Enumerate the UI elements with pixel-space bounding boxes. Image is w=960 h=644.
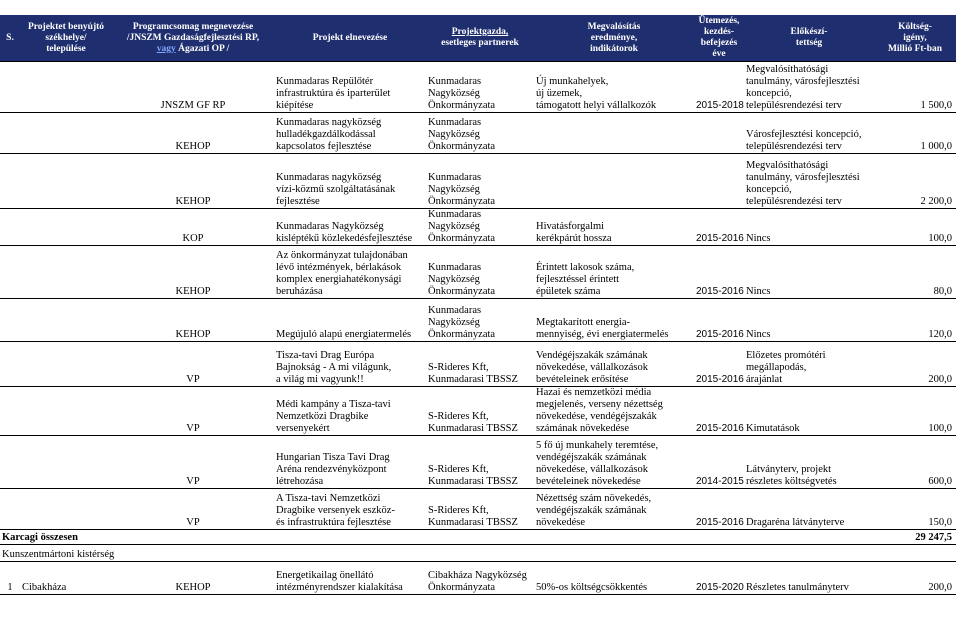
document-title-bar: [0, 0, 960, 15]
row-cost-line: 1 000,0: [920, 141, 952, 152]
row-prep: [744, 113, 874, 154]
header-program-line: Programcsomag megnevezése: [132, 21, 254, 32]
row-program-line: VP: [186, 374, 200, 385]
row-project-name-line: Tisza-tavi Drag Európa: [276, 350, 375, 361]
row-result-line: megjelenés, verseny nézettség: [536, 399, 663, 410]
row-partner: [426, 436, 534, 489]
row-cost: [874, 342, 956, 387]
row-program: [112, 299, 274, 342]
table-row: [0, 342, 956, 387]
row-result-line: vendégéjszakák számának: [536, 452, 647, 463]
row-cost-line: 150,0: [928, 517, 952, 528]
row-project-name-line: versenyekért: [276, 423, 330, 434]
header-schedule: [694, 15, 744, 62]
table-row: [0, 489, 956, 530]
row-partner-line: Önkormányzata: [428, 286, 496, 297]
row-project-name-line: Médi kampány a Tisza-tavi: [276, 399, 391, 410]
row-s: [0, 246, 20, 299]
row-program-line: VP: [186, 517, 200, 528]
row-project-name-line: vízi-közmű szolgáltatásának: [276, 184, 396, 195]
row-result-line: 5 fő új munkahely teremtése,: [536, 440, 659, 451]
table-row: [0, 154, 956, 209]
row-result: [534, 209, 694, 246]
row-cost: [874, 246, 956, 299]
row-project-name-line: Megújuló alapú energiatermelés: [276, 329, 412, 340]
row-project-name: [274, 387, 426, 436]
row-cost: [874, 489, 956, 530]
row-owner: [20, 62, 112, 113]
row-owner: [20, 562, 112, 595]
row-prep-line: Megvalósíthatósági: [746, 160, 829, 171]
row-project-name-line: lévő intézmények, bérlakások: [276, 262, 402, 273]
row-result: [534, 342, 694, 387]
row-result-line: új üzemek,: [536, 88, 583, 99]
row-s: [0, 154, 20, 209]
row-cost-line: 200,0: [928, 374, 952, 385]
row-partner: [426, 62, 534, 113]
row-s: [0, 209, 20, 246]
row-schedule: [694, 246, 744, 299]
row-program-line: KEHOP: [175, 196, 211, 207]
row-result-line: növekedése, vállalkozások: [536, 362, 648, 373]
row-s: [0, 562, 20, 595]
row-program-line: KOP: [182, 233, 204, 244]
row-prep-line: Előzetes promótéri: [746, 350, 826, 361]
row-result: [534, 113, 694, 154]
summary-total: 29 247,5: [874, 530, 956, 545]
row-prep-line: koncepció,: [746, 184, 792, 195]
row-result-line: Vendégéjszakák számának: [536, 350, 648, 361]
row-partner-line: Kunmadaras: [428, 209, 482, 220]
header-result-line: Megvalósítás: [587, 21, 641, 32]
row-project-name-line: Az önkormányzat tulajdonában: [276, 250, 408, 261]
row-result-line: növekedése, vállalkozások: [536, 464, 648, 475]
row-result: [534, 154, 694, 209]
row-project-name: [274, 436, 426, 489]
row-program-line: KEHOP: [175, 286, 211, 297]
row-schedule: [694, 562, 744, 595]
row-partner-line: Kunmadaras: [428, 172, 482, 183]
row-partner-line: Cibakháza Nagyközség: [428, 570, 527, 581]
row-cost-line: 80,0: [933, 286, 952, 297]
row-result-line: vendégéjszakák számának: [536, 505, 647, 516]
row-project-name-line: beruházása: [276, 286, 323, 297]
row-partner-line: Kunmadaras: [428, 76, 482, 87]
header-s: [0, 15, 20, 62]
row-result-line: mennyiség, évi energiatermelés: [536, 329, 669, 340]
table-row: [0, 246, 956, 299]
row-project-name-line: hulladékgazdálkodással: [276, 129, 376, 140]
row-partner-line: Nagyközség: [428, 221, 480, 232]
row-project-name: [274, 562, 426, 595]
row-project-name: [274, 154, 426, 209]
row-project-name-line: Nemzetközi Dragbike: [276, 411, 369, 422]
header-partner-line: esetleges partnerek: [441, 38, 519, 48]
row-schedule: [694, 387, 744, 436]
row-cost: [874, 113, 956, 154]
table-row: [0, 62, 956, 113]
row-program-line: KEHOP: [175, 141, 211, 152]
row-partner-line: Önkormányzata: [428, 141, 496, 152]
header-schedule-line: befejezés: [700, 38, 738, 48]
row-project-name-line: Kunmadaras Nagyközség: [276, 221, 384, 232]
row-s: [0, 299, 20, 342]
row-s: [0, 62, 20, 113]
row-result-line: Hivatásforgalmi: [536, 221, 605, 232]
header-cost-line: Költség-: [898, 21, 932, 32]
row-schedule: [694, 489, 744, 530]
row-project-name-line: kiépítése: [276, 100, 314, 111]
row-owner: [20, 154, 112, 209]
header-result-line: indikátorok: [590, 43, 638, 54]
row-owner: [20, 387, 112, 436]
row-prep-line: koncepció,: [746, 88, 792, 99]
page-footer: [0, 628, 960, 642]
row-owner-line: Cibakháza: [22, 582, 67, 593]
row-project-name-line: a világ mi vagyunk!!: [276, 374, 364, 385]
row-project-name-line: infrastruktúra és iparterület: [276, 88, 391, 99]
row-prep-line: Részletes tanulmányterv: [746, 582, 849, 593]
header-schedule-line: éve: [712, 49, 726, 59]
row-partner-line: Önkormányzata: [428, 100, 496, 111]
header-owner-line: Projektet benyújtó: [27, 21, 105, 32]
row-program: [112, 436, 274, 489]
row-project-name-line: és infrastruktúra fejlesztése: [276, 517, 391, 528]
row-project-name-line: fejlesztése: [276, 196, 320, 207]
row-owner: [20, 342, 112, 387]
row-prep-line: Városfejlesztési koncepció,: [746, 129, 862, 140]
row-schedule-line: 2015-2016: [696, 374, 744, 385]
row-schedule-line: 2015-2020: [696, 582, 744, 593]
row-prep: [744, 562, 874, 595]
row-result-line: fejlesztéssel érintett: [536, 274, 620, 285]
table-row: [0, 387, 956, 436]
row-project-name-line: Kunmadaras nagyközség: [276, 117, 382, 128]
row-partner-line: Nagyközség: [428, 184, 480, 195]
row-prep-line: tanulmány, városfejlesztési: [746, 172, 860, 183]
row-program: [112, 387, 274, 436]
row-schedule-line: 2015-2016: [696, 286, 744, 297]
row-owner: [20, 209, 112, 246]
row-project-name: [274, 246, 426, 299]
row-program-line: VP: [186, 423, 200, 434]
row-program: [112, 209, 274, 246]
row-s: [0, 387, 20, 436]
row-partner-line: Önkormányzata: [428, 582, 496, 593]
header-owner-line: települése: [46, 43, 86, 54]
row-prep-line: Megvalósíthatósági: [746, 64, 829, 75]
row-prep-line: megállapodás,: [746, 362, 807, 373]
row-project-name-line: Energetikailag önellátó: [276, 570, 374, 581]
table-row: [0, 436, 956, 489]
header-result-line: eredménye,: [590, 32, 638, 43]
row-partner: [426, 246, 534, 299]
row-partner-line: Önkormányzata: [428, 329, 496, 340]
row-partner-line: Kunmadarasi TBSSZ: [428, 476, 518, 487]
row-partner-line: S-Rideres Kft,: [428, 411, 489, 422]
row-program: [112, 113, 274, 154]
row-result-line: számának növekedése: [536, 423, 629, 434]
header-schedule-line: kezdés-: [703, 27, 735, 37]
table-row: [0, 299, 956, 342]
row-s: [0, 489, 20, 530]
row-prep: [744, 246, 874, 299]
row-result-line: Hazai és nemzetközi média: [536, 387, 652, 398]
row-s: [0, 342, 20, 387]
row-cost: [874, 562, 956, 595]
row-project-name-line: Bajnokság - A mi világunk,: [276, 362, 392, 373]
row-result-line: bevételeinek növekedése: [536, 476, 641, 487]
row-cost-line: 2 200,0: [920, 196, 952, 207]
section-label: Kunszentmártoni kistérség: [0, 545, 956, 562]
row-schedule-line: 2015-2016: [696, 517, 744, 528]
row-partner: [426, 342, 534, 387]
row-result: [534, 436, 694, 489]
row-prep-line: Dragaréna látványterve: [746, 517, 845, 528]
row-prep: [744, 342, 874, 387]
header-partner-line: Projektgazda,: [451, 27, 509, 37]
row-partner-line: S-Rideres Kft,: [428, 505, 489, 516]
row-prep: [744, 387, 874, 436]
row-project-name-line: intézményrendszer kialakítása: [276, 582, 403, 593]
row-project-name-line: Dragbike versenyek eszköz-: [276, 505, 395, 516]
row-result-line: 50%-os költségcsökkentés: [536, 582, 648, 593]
row-partner-line: S-Rideres Kft,: [428, 464, 489, 475]
row-partner-line: Nagyközség: [428, 129, 480, 140]
row-s: [0, 436, 20, 489]
row-program: [112, 489, 274, 530]
header-program-vagy-link[interactable]: vagy: [156, 43, 176, 54]
row-cost-line: 100,0: [928, 423, 952, 434]
row-prep-line: Nincs: [746, 286, 771, 297]
header-program-line: vagy Ágazati OP /: [156, 43, 230, 54]
header-s-line: S.: [6, 32, 14, 43]
row-program: [112, 342, 274, 387]
row-result-line: növekedése, vendégéjszakák: [536, 411, 657, 422]
row-partner-line: Kunmadarasi TBSSZ: [428, 517, 518, 528]
row-partner-line: Önkormányzata: [428, 196, 496, 207]
row-partner-line: Kunmadaras: [428, 117, 482, 128]
row-schedule-line: 2015-2016: [696, 233, 744, 244]
row-partner-line: Nagyközség: [428, 317, 480, 328]
row-project-name: [274, 299, 426, 342]
row-prep: [744, 209, 874, 246]
row-cost: [874, 387, 956, 436]
header-prep-line: Előkészí-: [790, 27, 828, 37]
row-project-name-line: kapcsolatos fejlesztése: [276, 141, 372, 152]
row-cost: [874, 299, 956, 342]
header-name-line: Projekt elnevezése: [312, 32, 388, 43]
header-cost-line: Millió Ft-ban: [887, 43, 943, 54]
header-name: [274, 15, 426, 62]
row-schedule: [694, 62, 744, 113]
row-result-line: növekedése: [536, 517, 585, 528]
row-partner: [426, 154, 534, 209]
row-schedule-line: 2015-2018: [696, 100, 744, 111]
row-owner: [20, 436, 112, 489]
row-program: [112, 62, 274, 113]
row-cost-line: 200,0: [928, 582, 952, 593]
row-prep: [744, 436, 874, 489]
row-cost: [874, 62, 956, 113]
row-program: [112, 154, 274, 209]
row-project-name-line: Aréna rendezvényközpont: [276, 464, 387, 475]
row-result: [534, 62, 694, 113]
row-schedule: [694, 154, 744, 209]
row-schedule-line: 2014-2015: [696, 476, 744, 487]
section-row: [0, 545, 956, 562]
row-project-name: [274, 62, 426, 113]
table-row: [0, 113, 956, 154]
header-cost: [874, 15, 956, 62]
header-row: [0, 15, 956, 62]
summary-row: [0, 530, 956, 545]
row-partner-line: Kunmadaras: [428, 305, 482, 316]
header-result: [534, 15, 694, 62]
row-program: [112, 562, 274, 595]
row-prep-line: településrendezési terv: [746, 100, 842, 111]
header-program-line: /JNSZM Gazdaságfejlesztési RP,: [126, 32, 260, 43]
row-cost-line: 600,0: [928, 476, 952, 487]
row-partner: [426, 387, 534, 436]
row-partner-line: S-Rideres Kft,: [428, 362, 489, 373]
table-row: [0, 562, 956, 595]
row-prep-line: árajánlat: [746, 374, 783, 385]
row-cost-line: 1 500,0: [920, 100, 952, 111]
summary-label: Karcagi összesen: [0, 530, 874, 545]
row-project-name: [274, 113, 426, 154]
row-prep-line: Látványterv, projekt: [746, 464, 832, 475]
row-partner-line: Nagyközség: [428, 88, 480, 99]
row-partner-line: Kunmadarasi TBSSZ: [428, 423, 518, 434]
row-project-name-line: létrehozása: [276, 476, 324, 487]
row-prep-line: Nincs: [746, 233, 771, 244]
row-partner-line: Önkormányzata: [428, 233, 496, 244]
header-prep: [744, 15, 874, 62]
row-cost: [874, 154, 956, 209]
header-owner-line: székhelye/: [45, 32, 87, 43]
row-s: [0, 113, 20, 154]
row-schedule: [694, 113, 744, 154]
row-schedule: [694, 342, 744, 387]
header-schedule-line: Ütemezés,: [698, 16, 740, 26]
row-prep-line: Nincs: [746, 329, 771, 340]
row-project-name-line: kisléptékű közlekedésfejlesztése: [276, 233, 413, 244]
row-partner: [426, 489, 534, 530]
row-project-name: [274, 342, 426, 387]
row-result-line: Érintett lakosok száma,: [536, 262, 635, 273]
row-result-line: épületek száma: [536, 286, 601, 297]
row-result: [534, 562, 694, 595]
row-cost-line: 100,0: [928, 233, 952, 244]
row-prep-line: településrendezési terv: [746, 196, 842, 207]
row-schedule-line: 2015-2016: [696, 329, 744, 340]
row-partner: [426, 209, 534, 246]
row-cost: [874, 436, 956, 489]
row-partner: [426, 299, 534, 342]
row-result: [534, 299, 694, 342]
row-program-line: VP: [186, 476, 200, 487]
row-owner: [20, 246, 112, 299]
row-partner-line: Kunmadarasi TBSSZ: [428, 374, 518, 385]
row-project-name: [274, 489, 426, 530]
row-s-line: 1: [7, 582, 13, 593]
row-schedule: [694, 436, 744, 489]
row-project-name: [274, 209, 426, 246]
row-program-line: JNSZM GF RP: [160, 100, 226, 111]
row-program-line: KEHOP: [175, 582, 211, 593]
row-owner: [20, 299, 112, 342]
row-schedule-line: 2015-2016: [696, 423, 744, 434]
row-program-line: KEHOP: [175, 329, 211, 340]
row-program: [112, 246, 274, 299]
row-result: [534, 489, 694, 530]
row-result-line: Új munkahelyek,: [536, 76, 609, 87]
row-partner: [426, 562, 534, 595]
row-prep-line: településrendezési terv: [746, 141, 842, 152]
header-partner: [426, 15, 534, 62]
row-prep-line: tanulmány, városfejlesztési: [746, 76, 860, 87]
table-row: [0, 209, 956, 246]
row-schedule: [694, 299, 744, 342]
row-partner-line: Nagyközség: [428, 274, 480, 285]
header-program: [112, 15, 274, 62]
row-project-name-line: A Tisza-tavi Nemzetközi: [276, 493, 381, 504]
row-schedule: [694, 209, 744, 246]
row-result-line: támogatott helyi vállalkozók: [536, 100, 657, 111]
row-prep-line: részletes költségvetés: [746, 476, 837, 487]
row-owner: [20, 489, 112, 530]
row-project-name-line: Kunmadaras nagyközség: [276, 172, 382, 183]
header-prep-line: tettség: [795, 38, 823, 48]
row-result-line: kerékpárút hossza: [536, 233, 612, 244]
row-partner: [426, 113, 534, 154]
row-owner: [20, 113, 112, 154]
row-result-line: Megtakarított energia-: [536, 317, 630, 328]
row-result: [534, 387, 694, 436]
row-cost-line: 120,0: [928, 329, 952, 340]
row-result-line: bevételeinek erősítése: [536, 374, 629, 385]
row-prep: [744, 299, 874, 342]
row-project-name-line: komplex energiahatékonysági: [276, 274, 402, 285]
row-prep: [744, 62, 874, 113]
project-table: [0, 15, 956, 595]
row-prep-line: Kimutatások: [746, 423, 800, 434]
row-prep: [744, 489, 874, 530]
header-cost-line: igény,: [903, 32, 927, 43]
row-result: [534, 246, 694, 299]
row-project-name-line: Hungarian Tisza Tavi Drag: [276, 452, 390, 463]
row-project-name-line: Kunmadaras Repülőtér: [276, 76, 374, 87]
row-prep: [744, 154, 874, 209]
row-partner-line: Kunmadaras: [428, 262, 482, 273]
row-cost: [874, 209, 956, 246]
row-result-line: Nézettség szám növekedés,: [536, 493, 652, 504]
header-owner: [20, 15, 112, 62]
